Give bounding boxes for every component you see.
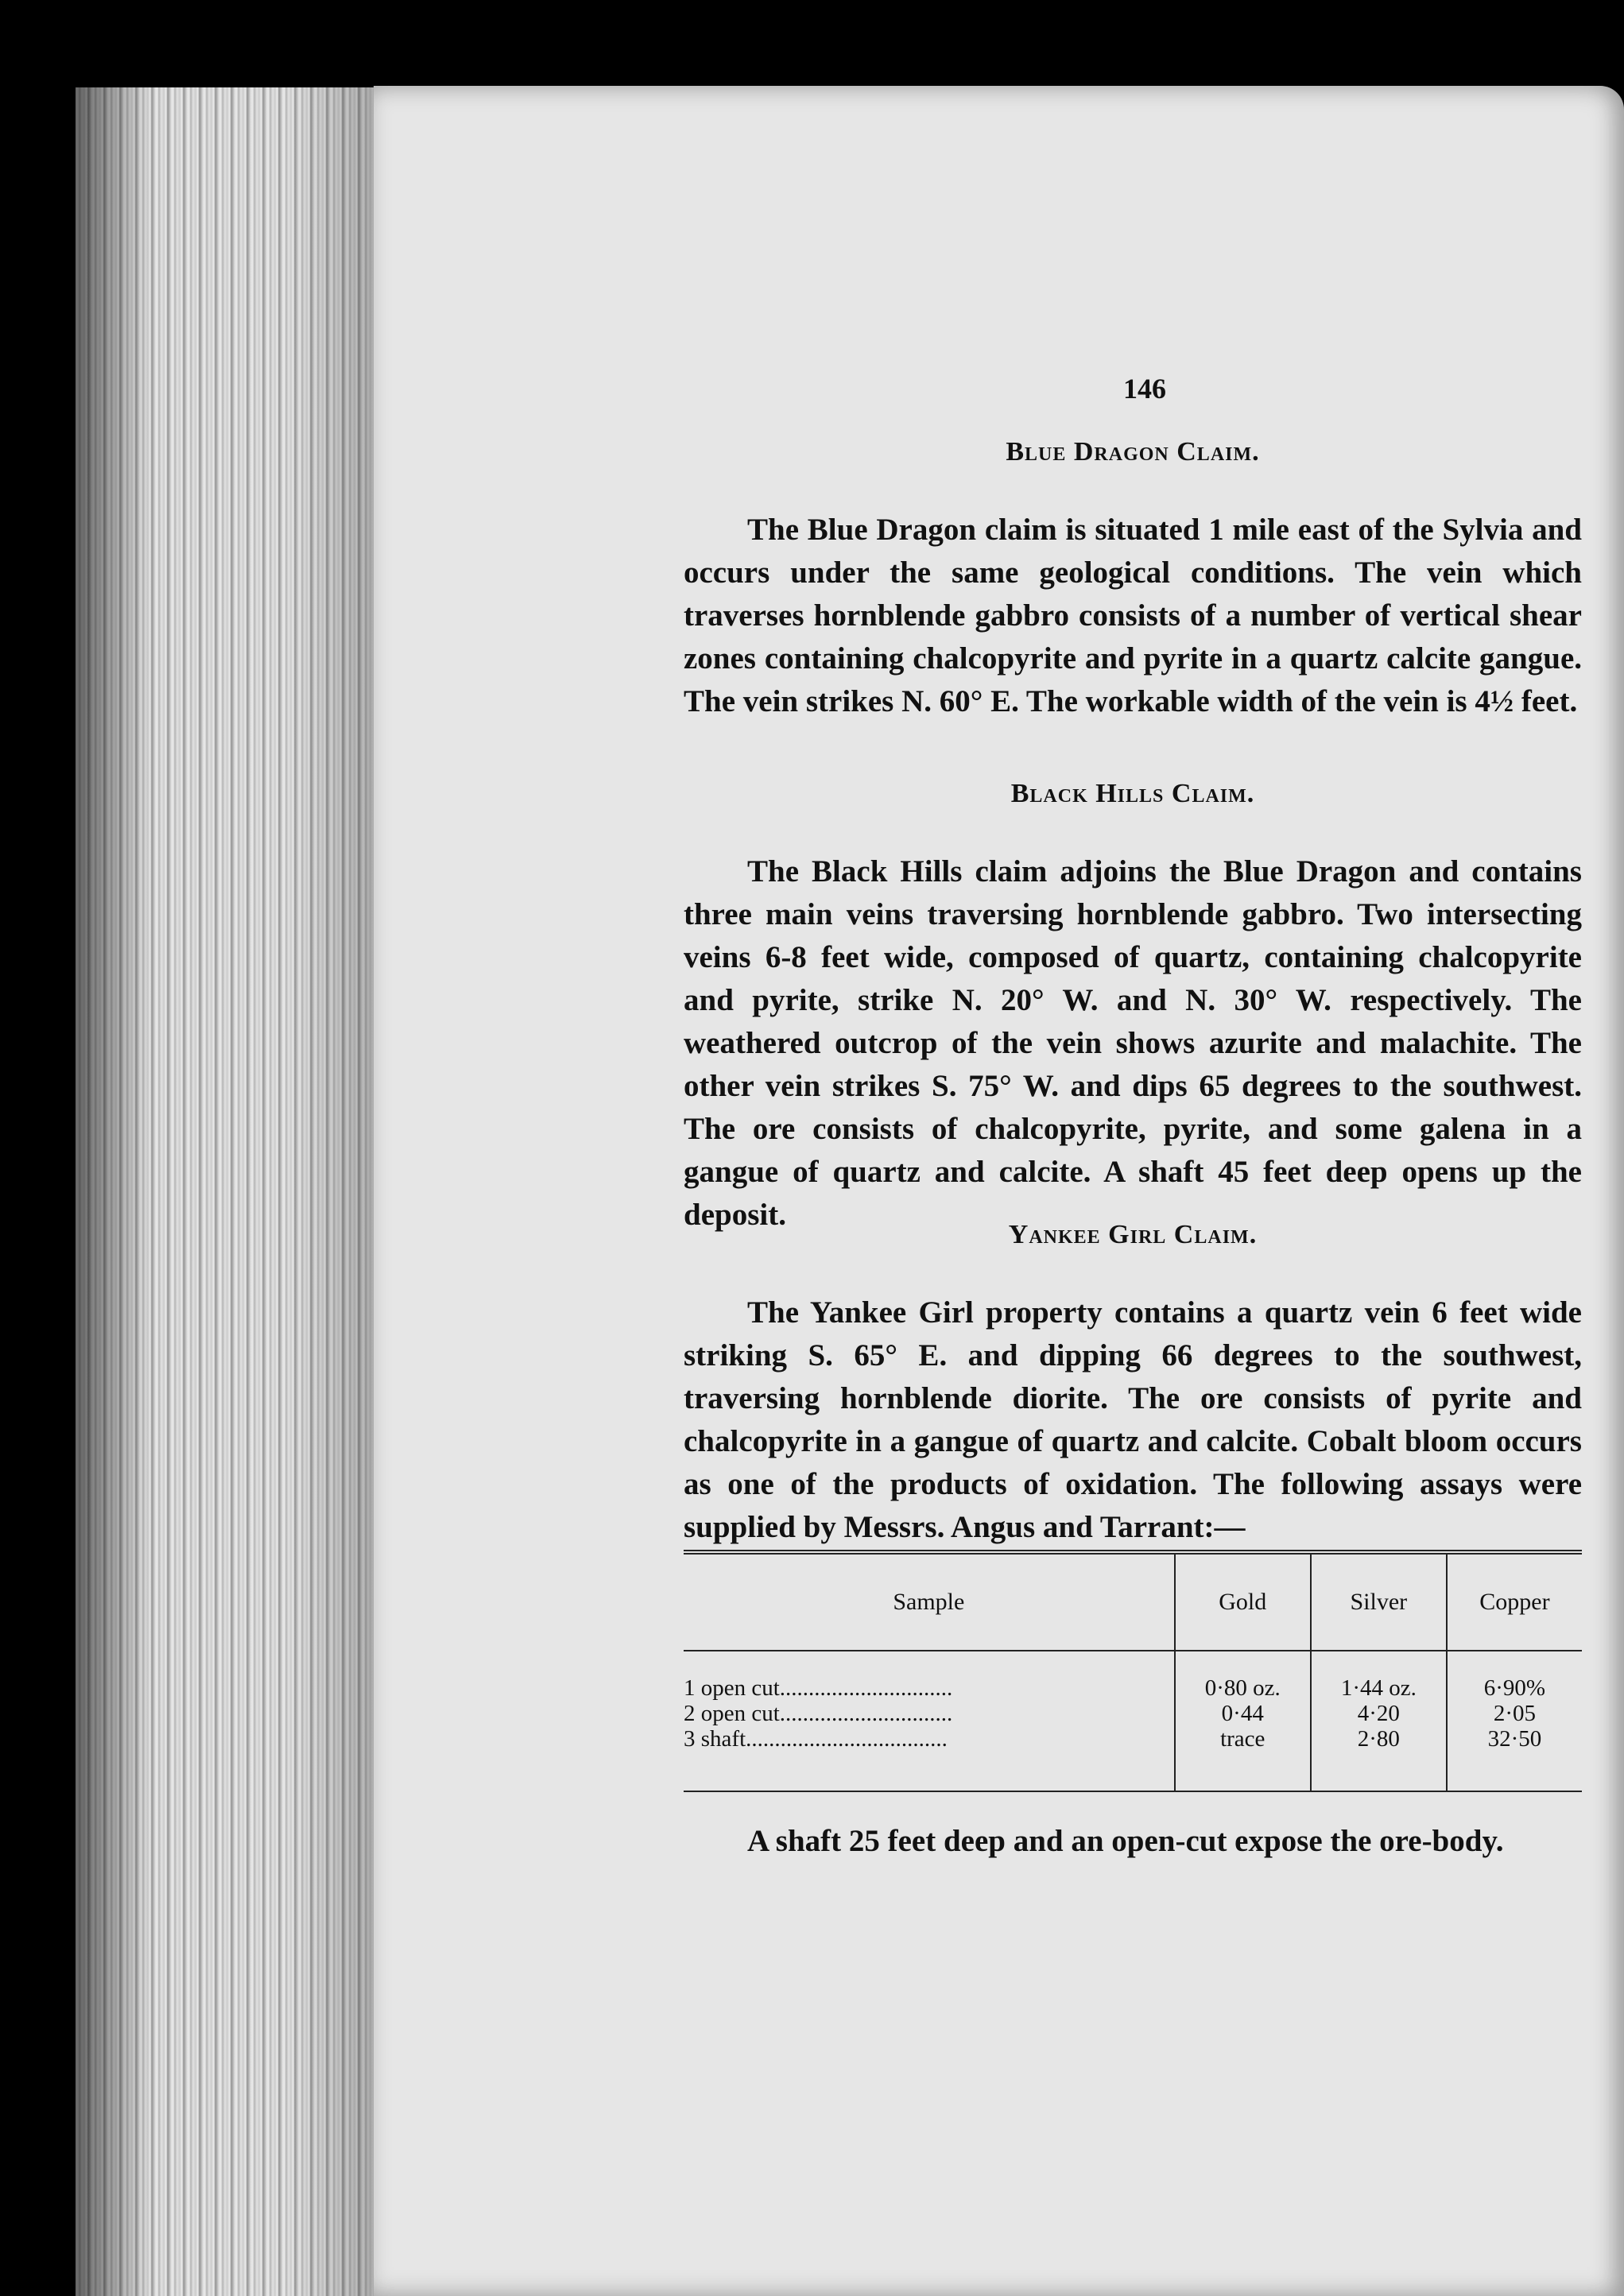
assay-table-header (684, 1555, 1582, 1651)
section-paragraph-yankee-girl: The Yankee Girl property contains a quartz vein 6 feet wide striking S. 65° E. and dipping 66 degrees to the southwest, traversing hornblende diorite. The ore consists of pyrite and chalcopyrite in a gangue of quartz and calcite. Cobalt bloom occurs as one of the products of oxidation. The following assays were supplied by Messrs. Angus and Tarrant:— (684, 1295, 1582, 1544)
copper-column (1446, 1651, 1582, 1791)
section-heading-yankee-girl: Yankee Girl Claim. (1008, 1220, 1258, 1249)
header-sample: Sample (893, 1589, 965, 1615)
assay-table (684, 1550, 1582, 1792)
closing-paragraph: A shaft 25 feet deep and an open-cut expose the ore-body. (747, 1824, 1504, 1858)
assay-table-body (684, 1651, 1582, 1792)
section-heading-black-hills: Black Hills Claim. (1010, 779, 1255, 808)
table-cell-copper: 2·05 (1493, 1701, 1537, 1726)
table-row-sample: 2 open cut.............................. (684, 1701, 953, 1726)
sample-column (684, 1651, 1174, 1791)
page-number: 146 (1123, 373, 1166, 405)
header-gold: Gold (1174, 1555, 1310, 1650)
table-row-sample: 3 shaft................................... (684, 1726, 948, 1752)
table-cell-copper: 6·90% (1483, 1675, 1546, 1701)
section-heading-blue-dragon: Blue Dragon Claim. (1006, 437, 1260, 467)
table-cell-silver: 1·44 oz. (1340, 1675, 1417, 1701)
table-cell-gold: trace (1220, 1726, 1265, 1752)
gold-column (1174, 1651, 1310, 1791)
header-copper: Copper (1446, 1555, 1582, 1650)
section-paragraph-blue-dragon: The Blue Dragon claim is situated 1 mile east of the Sylvia and occurs under the same geological conditions. The vein which traverses hornblende gabbro consists of a number of vertical shear zones containing chalcopyrite and pyrite in a quartz calcite gangue. The vein strikes N. 60° E. The workable width of the vein is 4½ feet. (684, 513, 1582, 718)
table-row-sample: 1 open cut.............................. (684, 1675, 953, 1701)
table-cell-silver: 4·20 (1357, 1701, 1400, 1726)
silver-column (1310, 1651, 1446, 1791)
header-silver: Silver (1310, 1555, 1446, 1650)
spine-shadow (76, 87, 382, 2296)
table-cell-silver: 2·80 (1357, 1726, 1400, 1752)
table-cell-gold: 0·44 (1221, 1701, 1264, 1726)
table-cell-gold: 0·80 oz. (1204, 1675, 1281, 1701)
table-cell-copper: 32·50 (1487, 1726, 1542, 1752)
section-paragraph-black-hills: The Black Hills claim adjoins the Blue Dragon and contains three main veins traversing hornblende gabbro. Two intersecting veins 6-8 feet wide, composed of quartz, containing chalcopyrite and pyrite, strike N. 20° W. and N. 30° W. respectively. The weathered outcrop of the vein shows azurite and malachite. The other vein strikes S. 75° W. and dips 65 degrees to the southwest. The ore consists of chalcopyrite, pyrite, and some galena in a gangue of quartz and calcite. A shaft 45 feet deep opens up the deposit. (684, 854, 1582, 1232)
